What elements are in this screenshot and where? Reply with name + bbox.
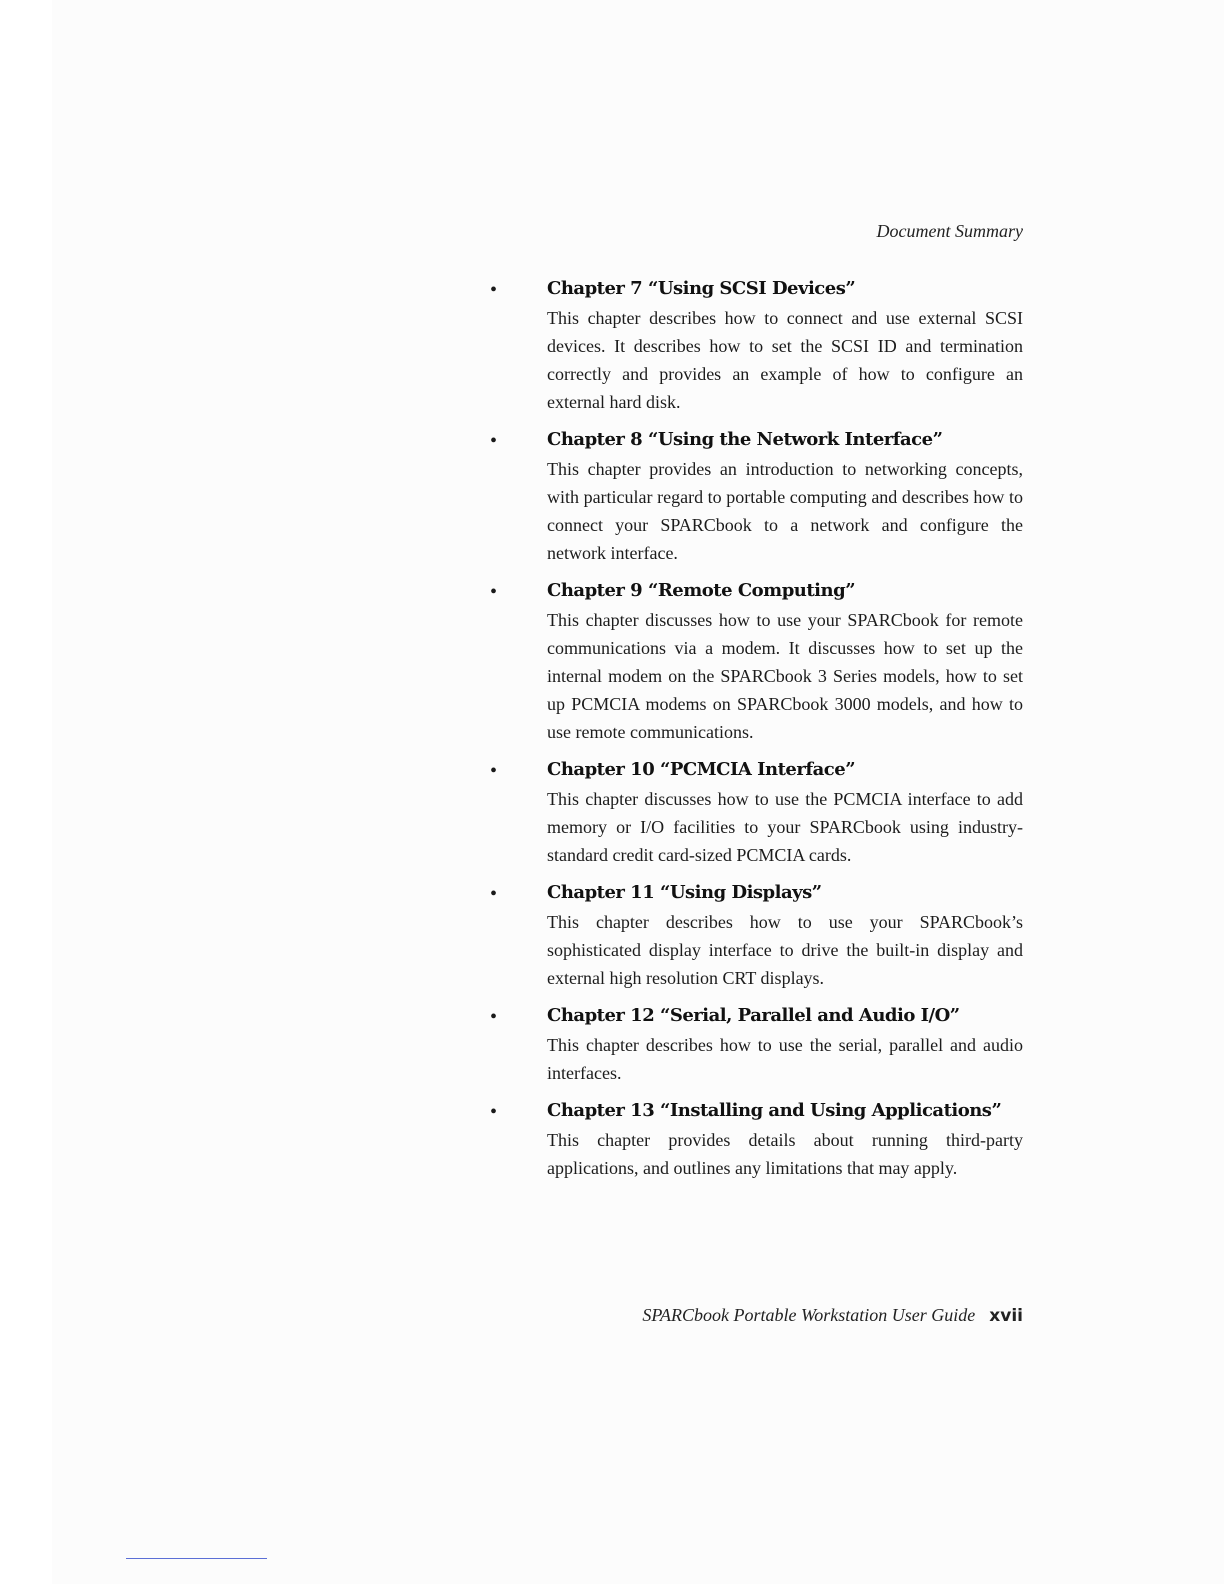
list-item-chapter-7 [490,276,1023,416]
running-footer [642,1305,1023,1326]
chapter-description: This chapter provides details about running third-party applications, and outlines any limitations that may apply. [547,1130,1023,1178]
list-item-chapter-9 [490,578,1023,746]
chapter-description: This chapter describes how to connect and use external SCSI devices. It describes how to set the SCSI ID and termination correctly and provides an example of how to configure an external hard disk. [547,308,1023,412]
chapter-title: Chapter 7 “Using SCSI Devices” [547,278,856,299]
bullet-icon: • [490,1101,498,1123]
chapter-description: This chapter describes how to use the serial, parallel and audio interfaces. [547,1035,1023,1083]
chapter-title: Chapter 11 “Using Displays” [547,882,822,903]
bullet-icon: • [490,430,498,452]
list-item-chapter-8 [490,427,1023,567]
bullet-icon: • [490,883,498,905]
chapter-description: This chapter describes how to use your SPARCbook’s sophisticated display interface to drive the built-in display and external high resolution CRT displays. [547,912,1023,988]
list-item-chapter-11 [490,880,1023,992]
list-item-chapter-13 [490,1098,1023,1182]
bullet-icon: • [490,581,498,603]
chapter-title: Chapter 13 “Installing and Using Applications” [547,1100,1002,1121]
chapter-description: This chapter provides an introduction to networking concepts, with particular regard to portable computing and describes how to connect your SPARCbook to a network and configure the network interface. [547,459,1023,563]
list-item-chapter-10 [490,757,1023,869]
bullet-icon: • [490,279,498,301]
page-number: xvii [989,1306,1023,1326]
chapter-title: Chapter 10 “PCMCIA Interface” [547,759,856,780]
chapter-title: Chapter 12 “Serial, Parallel and Audio I/O” [547,1005,960,1026]
chapter-description: This chapter discusses how to use your SPARCbook for remote communications via a modem. It discusses how to set up the internal modem on the SPARCbook 3 Series models, how to set up PCMCIA modems on SPARCbook 3000 models, and how to use remote communications. [547,610,1023,742]
bullet-icon: • [490,1006,498,1028]
chapter-title: Chapter 8 “Using the Network Interface” [547,429,943,450]
bullet-icon: • [490,760,498,782]
chapter-title: Chapter 9 “Remote Computing” [547,580,856,601]
footer-book-title: SPARCbook Portable Workstation User Guide [642,1305,976,1325]
scan-artifact-line [126,1558,267,1559]
chapter-description: This chapter discusses how to use the PCMCIA interface to add memory or I/O facilities to your SPARCbook using industry-standard credit card-sized PCMCIA cards. [547,789,1023,865]
chapter-summary-list [490,276,1023,1193]
list-item-chapter-12 [490,1003,1023,1087]
running-header: Document Summary [876,221,1023,241]
